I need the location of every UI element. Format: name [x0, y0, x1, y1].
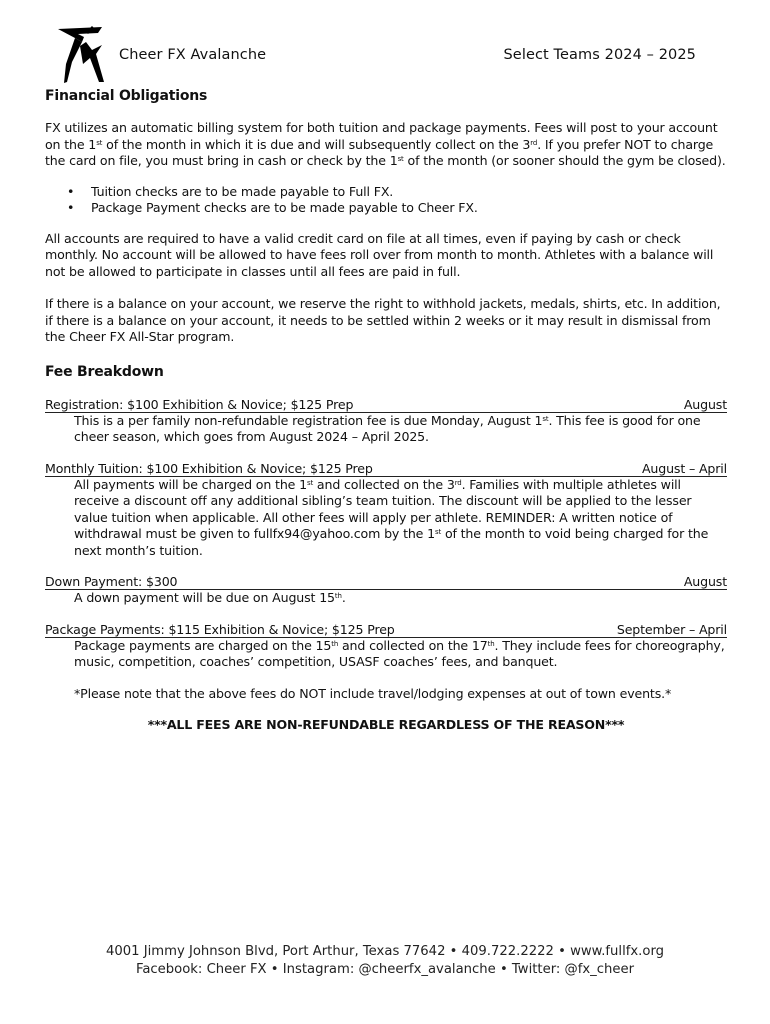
fx-logo-icon: [56, 24, 106, 86]
footer: [0, 943, 770, 979]
fee-label: Registration: $100 Exhibition & Novice; $125 Prep: [45, 396, 354, 412]
bullet-item: • Package Payment checks are to be made payable to Cheer FX.: [45, 200, 727, 217]
non-refundable-notice: ***ALL FEES ARE NON-REFUNDABLE REGARDLESS OF THE REASON***: [147, 717, 625, 732]
fee-period: August: [683, 396, 727, 412]
teams-label: Select Teams 2024 – 2025: [503, 47, 696, 63]
fee-label: Package Payments: $115 Exhibition & Novice; $125 Prep: [45, 621, 395, 637]
financial-obligations-heading: Financial Obligations: [45, 88, 208, 104]
fee-description: Package payments are charged on the 15th and collected on the 17th. They include fees for choreography, music, competition, coaches’ competition, USASF coaches’ fees, and banquet.: [74, 637, 725, 669]
fee-label: Down Payment: $300: [45, 574, 178, 589]
fee-label: Monthly Tuition: $100 Exhibition & Novice; $125 Prep: [45, 460, 373, 476]
fee-down-payment: [45, 574, 727, 607]
fee-period: August: [683, 574, 727, 589]
fee-period: September – April: [616, 621, 727, 637]
footer-address: 4001 Jimmy Johnson Blvd, Port Arthur, Texas 77642 • 409.722.2222 • www.fullfx.org: [105, 944, 665, 959]
billing-paragraph: FX utilizes an automatic billing system for both tuition and package payments. Fees will post to your account on the 1st of the month in which it is due and will subsequently collect on the 3rd. If you prefer NOT to charge the card on file, you must bring in cash or check by the 1st of the month (or sooner should the gym be closed).: [45, 120, 726, 168]
fee-description: A down payment will be due on August 15th.: [74, 590, 346, 605]
bullet-item: • Tuition checks are to be made payable to Full FX.: [45, 184, 727, 201]
fee-registration: [45, 397, 727, 446]
fee-package: [45, 622, 727, 671]
payment-bullets: [45, 184, 727, 217]
footer-social: Facebook: Cheer FX • Instagram: @cheerfx_avalanche • Twitter: @fx_cheer: [135, 962, 635, 977]
travel-note: *Please note that the above fees do NOT include travel/lodging expenses at out of town events.*: [74, 685, 672, 701]
document-body: [45, 86, 727, 734]
balance-paragraph: If there is a balance on your account, we reserve the right to withhold jackets, medals, shirts, etc. In addition, if there is a balance on your account, it needs to be settled within 2 weeks or it may result in dismissal from the Cheer FX All-Star program.: [45, 296, 721, 344]
fee-breakdown-heading: Fee Breakdown: [45, 363, 164, 380]
org-name: Cheer FX Avalanche: [119, 47, 267, 63]
fee-period: August – April: [641, 460, 727, 476]
fee-description: All payments will be charged on the 1st and collected on the 3rd. Families with multiple athletes will receive a discount off any additional sibling’s team tuition. The discount will be applied to the lesser value tuition when applicable. All other fees will apply per athlete. REMINDER: A written notice of withdrawal must be given to fullfx94@yahoo.com by the 1st of the month to void being charged for the next month’s tuition.: [74, 476, 709, 558]
fee-description: This is a per family non-refundable registration fee is due Monday, August 1st. This fee is good for one cheer season, which goes from August 2024 – April 2025.: [74, 412, 701, 444]
credit-card-paragraph: All accounts are required to have a valid credit card on file at all times, even if paying by cash or check monthly. No account will be allowed to have fees roll over from month to month. Athletes with a balance will not be allowed to participate in classes until all fees are paid in full.: [45, 230, 714, 279]
fee-tuition: [45, 461, 727, 560]
